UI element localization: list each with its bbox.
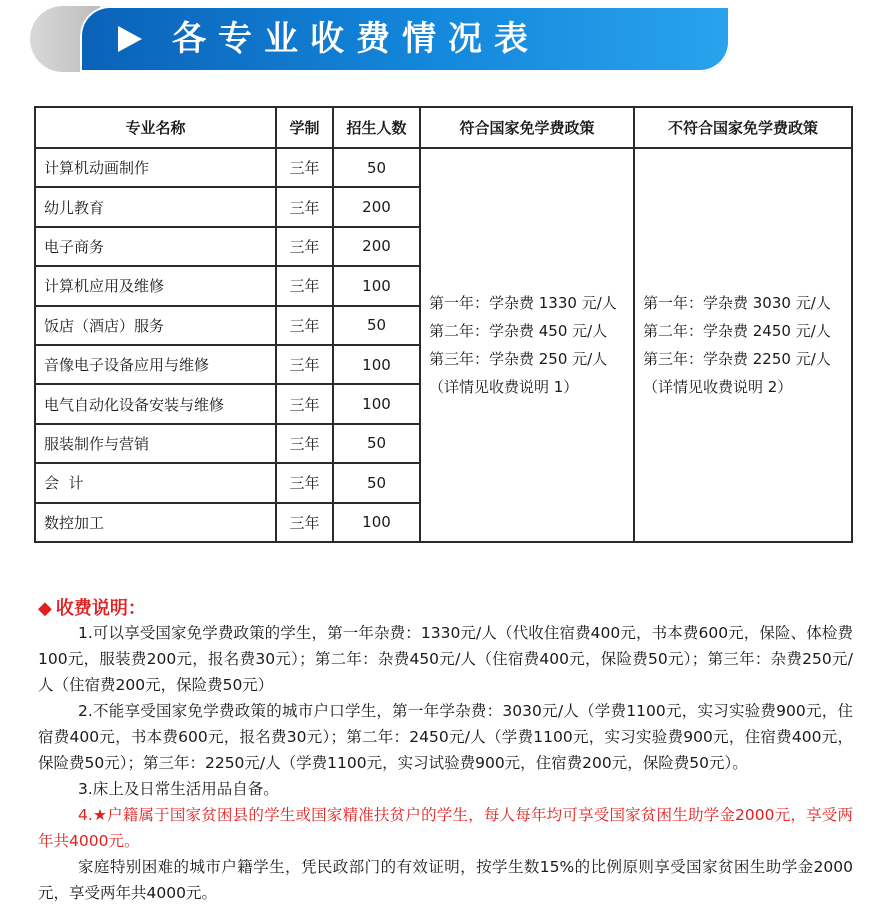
duration: 三年 — [276, 384, 333, 423]
major-name: 数控加工 — [35, 503, 276, 542]
major-name: 音像电子设备应用与维修 — [35, 345, 276, 384]
duration: 三年 — [276, 345, 333, 384]
ineligible-fee-year2: 第二年：学杂费 2450 元/人 — [643, 321, 831, 340]
ineligible-fee-cell — [634, 148, 852, 542]
eligible-fee-year2: 第二年：学杂费 450 元/人 — [429, 321, 608, 340]
duration: 三年 — [276, 266, 333, 305]
enrollment: 50 — [333, 306, 420, 345]
notes-body — [38, 620, 853, 906]
note-item-5: 家庭特别困难的城市户籍学生，凭民政部门的有效证明，按学生数15%的比例原则享受国家贫困生助学金2000元，享受两年共4000元。 — [38, 858, 853, 902]
note-item-4: 4.★户籍属于国家贫困县的学生或国家精准扶贫户的学生，每人每年均可享受国家贫困生助学金2000元，享受两年共4000元。 — [38, 806, 853, 850]
notes-heading — [38, 594, 146, 620]
enrollment: 50 — [333, 148, 420, 187]
enrollment: 100 — [333, 384, 420, 423]
note-item-3: 3.床上及日常生活用品自备。 — [78, 780, 279, 798]
note-item-2: 2.不能享受国家免学费政策的城市户口学生，第一年学杂费：3030元/人（学费1100元，实习实验费900元，住宿费400元，书本费600元，报名费30元）；第二年：2450元/人（学费1100元，实习实验费900元，住宿费400元，保险费50元）；第三年：2250元/人（学费1100元，实习试验费900元，住宿费200元，保险费50元）。 — [38, 702, 853, 772]
major-name: 计算机应用及维修 — [35, 266, 276, 305]
fee-table — [34, 106, 853, 543]
diamond-icon: ◆ — [38, 598, 52, 619]
major-name: 饭店（酒店）服务 — [35, 306, 276, 345]
major-name: 服装制作与营销 — [35, 424, 276, 463]
eligible-fee-year1: 第一年：学杂费 1330 元/人 — [429, 293, 617, 312]
duration: 三年 — [276, 503, 333, 542]
major-name: 会 计 — [35, 463, 276, 502]
table-header-row — [35, 107, 852, 148]
play-arrow-icon — [118, 26, 142, 52]
notes-heading-text: 收费说明： — [55, 598, 146, 619]
header-eligible-policy: 符合国家免学费政策 — [420, 107, 634, 148]
table-row — [35, 148, 852, 187]
duration: 三年 — [276, 187, 333, 226]
header-major: 专业名称 — [35, 107, 276, 148]
eligible-fee-year3: 第三年：学杂费 250 元/人 — [429, 349, 608, 368]
header-ineligible-policy: 不符合国家免学费政策 — [634, 107, 852, 148]
enrollment: 200 — [333, 187, 420, 226]
duration: 三年 — [276, 463, 333, 502]
major-name: 电子商务 — [35, 227, 276, 266]
enrollment: 100 — [333, 266, 420, 305]
enrollment: 100 — [333, 345, 420, 384]
duration: 三年 — [276, 424, 333, 463]
ineligible-fee-year3: 第三年：学杂费 2250 元/人 — [643, 349, 831, 368]
enrollment: 50 — [333, 463, 420, 502]
major-name: 电气自动化设备安装与维修 — [35, 384, 276, 423]
ineligible-fee-note: （详情见收费说明 2） — [643, 377, 793, 396]
major-name: 计算机动画制作 — [35, 148, 276, 187]
duration: 三年 — [276, 306, 333, 345]
header-duration: 学制 — [276, 107, 333, 148]
header-enrollment: 招生人数 — [333, 107, 420, 148]
eligible-fee-cell — [420, 148, 634, 542]
page-title: 各专业收费情况表 — [172, 19, 540, 59]
duration: 三年 — [276, 148, 333, 187]
ineligible-fee-year1: 第一年：学杂费 3030 元/人 — [643, 293, 831, 312]
major-name: 幼儿教育 — [35, 187, 276, 226]
duration: 三年 — [276, 227, 333, 266]
enrollment: 100 — [333, 503, 420, 542]
note-item-1: 1.可以享受国家免学费政策的学生，第一年杂费：1330元/人（代收住宿费400元，书本费600元，保险、体检费100元，服装费200元，报名费30元）；第二年：杂费450元/人（住宿费400元，保险费50元）；第三年：杂费250元/人（住宿费200元，保险费50元） — [38, 624, 853, 694]
enrollment: 50 — [333, 424, 420, 463]
enrollment: 200 — [333, 227, 420, 266]
eligible-fee-note: （详情见收费说明 1） — [429, 377, 579, 396]
header-banner — [0, 0, 888, 80]
